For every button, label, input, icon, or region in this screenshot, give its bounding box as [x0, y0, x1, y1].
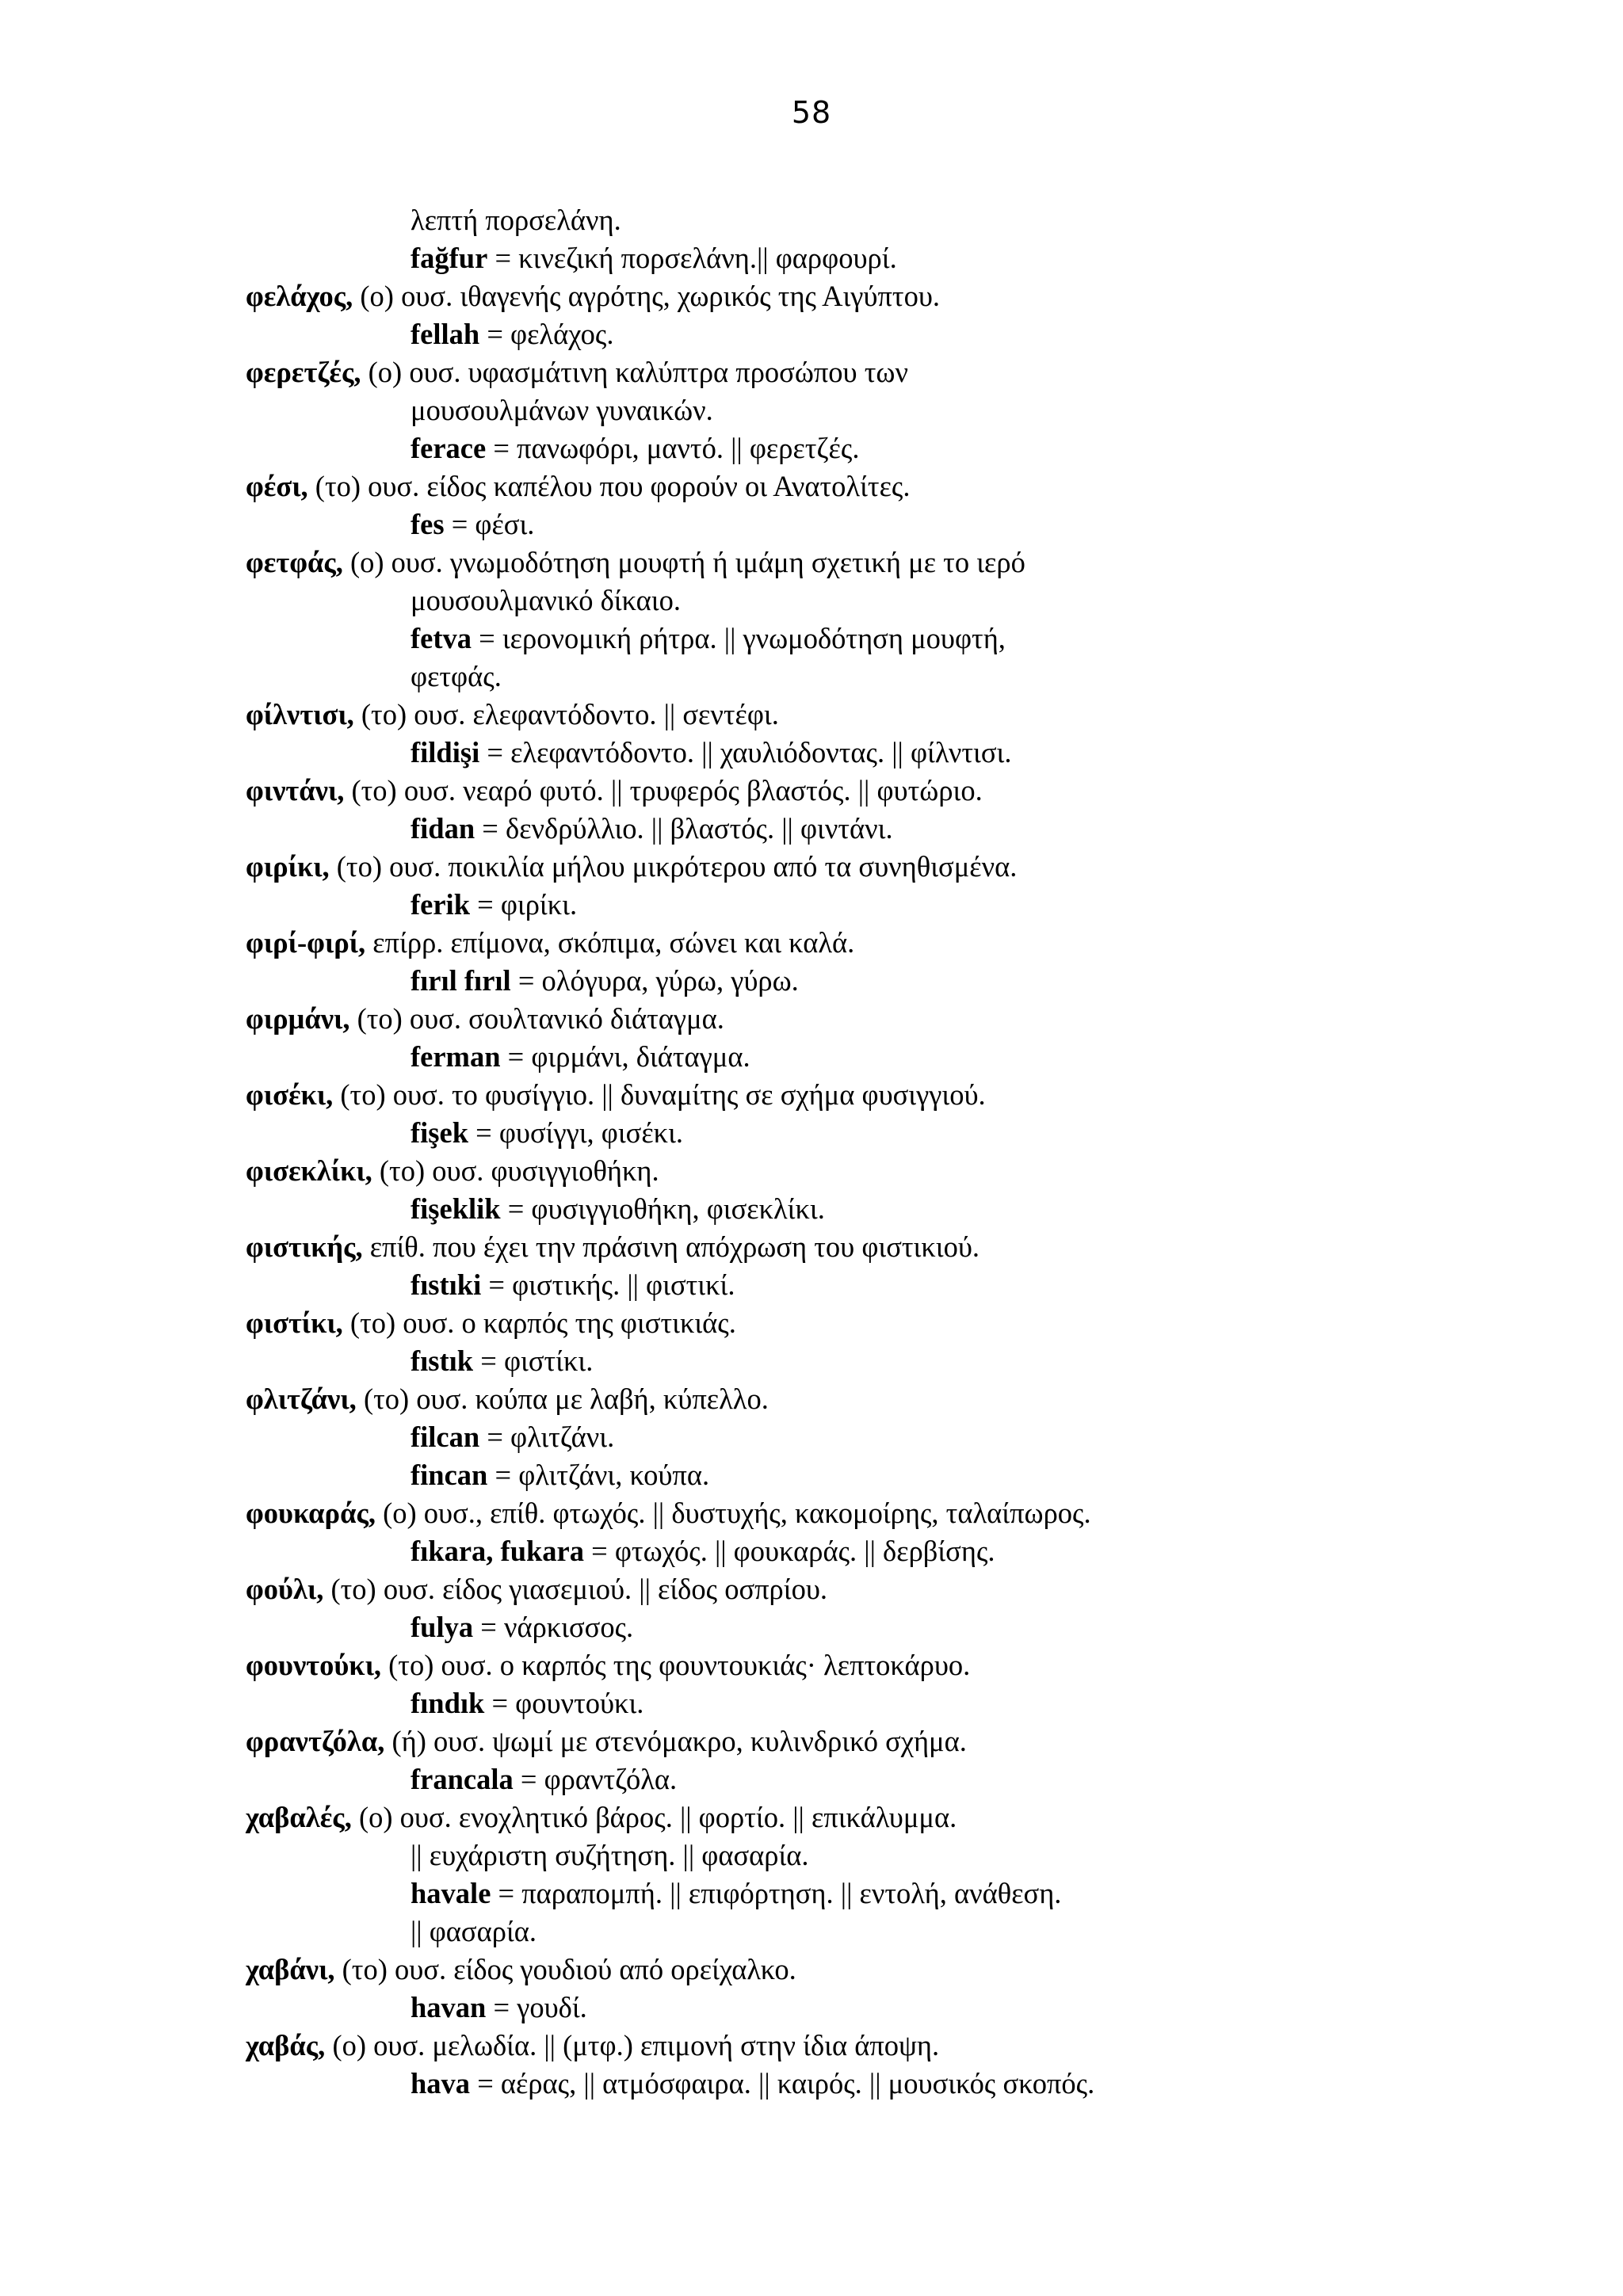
definition-text: (το) ουσ. το φυσίγγιο. || δυναμίτης σε σχήμα φυσιγγιού.: [333, 1078, 986, 1111]
entry-subline: [246, 1114, 1482, 1152]
source-term: fellah: [411, 318, 480, 350]
entry-headline: [246, 1304, 1482, 1342]
headword: φιρί-φιρί,: [246, 926, 366, 959]
entry-subline: [246, 1190, 1482, 1228]
entry-subline: [246, 505, 1482, 543]
definition-text: μουσουλμάνων γυναικών.: [411, 394, 713, 426]
headword: φέσι,: [246, 470, 308, 502]
entry-subline: [246, 620, 1482, 658]
definition-text: = φλιτζάνι.: [479, 1421, 615, 1453]
source-term: ferace: [411, 432, 487, 464]
definition-text: = ιερονομική ρήτρα. || γνωμοδότηση μουφτή,: [472, 622, 1006, 654]
entry-headline: [246, 1152, 1482, 1190]
definition-text: (το) ουσ. ο καρπός της φουντουκιάς· λεπτοκάρυο.: [381, 1649, 971, 1681]
headword: φελάχος,: [246, 280, 353, 312]
headword: φουκαράς,: [246, 1497, 376, 1529]
source-term: ferik: [411, 888, 470, 921]
entry-headline: [246, 1951, 1482, 1989]
definition-text: επίρρ. επίμονα, σκόπιμα, σώνει και καλά.: [365, 926, 855, 959]
headword: φερετζές,: [246, 356, 361, 388]
entry-headline: [246, 848, 1482, 886]
headword: φουντούκι,: [246, 1649, 382, 1681]
definition-text: = κινεζική πορσελάνη.|| φαρφουρί.: [487, 242, 897, 274]
source-term: hava: [411, 2067, 471, 2100]
dictionary-entries: [246, 201, 1482, 2103]
source-term: fincan: [411, 1459, 488, 1491]
headword: φιρμάνι,: [246, 1002, 350, 1035]
definition-text: = φλιτζάνι, κούπα.: [487, 1459, 710, 1491]
entry-subline: [246, 1532, 1482, 1570]
headword: φίλντισι,: [246, 698, 354, 730]
entry-subline: [246, 1913, 1482, 1951]
entry-subline: [246, 1456, 1482, 1494]
entry-headline: [246, 1722, 1482, 1760]
definition-text: (το) ουσ. ο καρπός της φιστικιάς.: [342, 1306, 736, 1339]
definition-text: = φραντζόλα.: [513, 1763, 678, 1795]
source-term: fıkara, fukara: [411, 1535, 584, 1567]
entry-subline: [246, 582, 1482, 620]
source-term: fındık: [411, 1687, 485, 1719]
definition-text: = αέρας, || ατμόσφαιρα. || καιρός. || μουσικός σκοπός.: [470, 2067, 1095, 2100]
entry-headline: [246, 1798, 1482, 1836]
source-term: havale: [411, 1877, 491, 1909]
entry-headline: [246, 1380, 1482, 1418]
definition-text: (ο) ουσ. ενοχλητικό βάρος. || φορτίο. || επικάλυμμα.: [351, 1801, 957, 1833]
source-term: fıstık: [411, 1344, 474, 1377]
entry-subline: [246, 429, 1482, 467]
entry-subline: [246, 239, 1482, 277]
definition-text: (το) ουσ. σουλτανικό διάταγμα.: [349, 1002, 724, 1035]
entry-subline: [246, 1038, 1482, 1076]
entry-headline: [246, 1228, 1482, 1266]
entry-headline: [246, 924, 1482, 962]
source-term: havan: [411, 1991, 487, 2023]
definition-text: = φυσίγγι, φισέκι.: [468, 1116, 684, 1149]
entry-headline: [246, 2027, 1482, 2065]
definition-text: (το) ουσ. ποικιλία μήλου μικρότερου από τα συνηθισμένα.: [329, 850, 1018, 883]
source-term: fetva: [411, 622, 472, 654]
entry-headline: [246, 1494, 1482, 1532]
definition-text: (το) ουσ. είδος καπέλου που φορούν οι Ανατολίτες.: [307, 470, 911, 502]
definition-text: = νάρκισσος.: [473, 1611, 634, 1643]
definition-text: = φιρίκι.: [470, 888, 578, 921]
definition-text: (ο) ουσ. υφασμάτινη καλύπτρα προσώπου των: [361, 356, 908, 388]
source-term: fağfur: [411, 242, 488, 274]
entry-subline: [246, 1875, 1482, 1913]
entry-subline: [246, 315, 1482, 353]
definition-text: = φτωχός. || φουκαράς. || δερβίσης.: [584, 1535, 995, 1567]
definition-text: (ο) ουσ. μελωδία. || (μτφ.) επιμονή στην ίδια άποψη.: [325, 2029, 940, 2061]
source-term: fulya: [411, 1611, 474, 1643]
headword: φιστικής,: [246, 1230, 363, 1263]
definition-text: = φουντούκι.: [484, 1687, 644, 1719]
definition-text: (το) ουσ. κούπα με λαβή, κύπελλο.: [356, 1383, 769, 1415]
headword: φιστίκι,: [246, 1306, 343, 1339]
headword: φισεκλίκι,: [246, 1154, 372, 1187]
entry-headline: [246, 467, 1482, 505]
definition-text: (το) ουσ. ελεφαντόδοντο. || σεντέφι.: [353, 698, 779, 730]
headword: φιντάνι,: [246, 774, 345, 807]
definition-text: = φελάχος.: [479, 318, 614, 350]
definition-text: = ελεφαντόδοντο. || χαυλιόδοντας. || φίλντισι.: [479, 736, 1012, 769]
definition-text: = πανωφόρι, μαντό. || φερετζές.: [486, 432, 860, 464]
source-term: fıstıki: [411, 1268, 482, 1301]
source-term: fişek: [411, 1116, 468, 1149]
headword: χαβάνι,: [246, 1953, 335, 1985]
source-term: ferman: [411, 1040, 501, 1073]
entry-subline: [246, 734, 1482, 772]
headword: χαβάς,: [246, 2029, 326, 2061]
definition-text: || ευχάριστη συζήτηση. || φασαρία.: [411, 1839, 809, 1871]
definition-text: = φιστικής. || φιστικί.: [481, 1268, 735, 1301]
entry-subline: [246, 1608, 1482, 1646]
entry-headline: [246, 1000, 1482, 1038]
source-term: francala: [411, 1763, 514, 1795]
definition-text: (ο) ουσ. ιθαγενής αγρότης, χωρικός της Αιγύπτου.: [353, 280, 941, 312]
definition-text: || φασαρία.: [411, 1915, 537, 1947]
source-term: fildişi: [411, 736, 480, 769]
headword: χαβαλές,: [246, 1801, 352, 1833]
source-term: fişeklik: [411, 1192, 501, 1225]
definition-text: (το) ουσ. νεαρό φυτό. || τρυφερός βλαστός. || φυτώριο.: [344, 774, 983, 807]
entry-subline: [246, 810, 1482, 848]
headword: φούλι,: [246, 1573, 324, 1605]
source-term: fes: [411, 508, 445, 540]
entry-subline: [246, 2065, 1482, 2103]
definition-text: = γουδί.: [486, 1991, 587, 2023]
source-term: filcan: [411, 1421, 480, 1453]
entry-headline: [246, 1646, 1482, 1684]
definition-text: (το) ουσ. είδος γιασεμιού. || είδος οσπρίου.: [323, 1573, 828, 1605]
definition-text: λεπτή πορσελάνη.: [411, 204, 621, 236]
entry-subline: [246, 962, 1482, 1000]
definition-text: (το) ουσ. είδος γουδιού από ορείχαλκο.: [334, 1953, 796, 1985]
entry-headline: [246, 772, 1482, 810]
entry-subline: [246, 391, 1482, 429]
entry-subline: [246, 658, 1482, 696]
entry-headline: [246, 353, 1482, 391]
definition-text: = φέσι.: [444, 508, 535, 540]
entry-headline: [246, 277, 1482, 315]
headword: φιρίκι,: [246, 850, 330, 883]
entry-subline: [246, 1418, 1482, 1456]
entry-subline: [246, 1760, 1482, 1798]
definition-text: (ο) ουσ., επίθ. φτωχός. || δυστυχής, κακομοίρης, ταλαίπωρος.: [375, 1497, 1091, 1529]
definition-text: = δενδρύλλιο. || βλαστός. || φιντάνι.: [475, 812, 893, 845]
definition-text: = ολόγυρα, γύρω, γύρω.: [510, 964, 799, 997]
entry-subline: [246, 1989, 1482, 2027]
entry-headline: [246, 543, 1482, 582]
headword: φλιτζάνι,: [246, 1383, 357, 1415]
entry-subline: [246, 886, 1482, 924]
headword: φισέκι,: [246, 1078, 334, 1111]
definition-text: επίθ. που έχει την πράσινη απόχρωση του φιστικιού.: [362, 1230, 980, 1263]
entry-headline: [246, 696, 1482, 734]
entry-subline: [246, 1266, 1482, 1304]
definition-text: μουσουλμανικό δίκαιο.: [411, 584, 681, 616]
definition-text: (ή) ουσ. ψωμί με στενόμακρο, κυλινδρικό σχήμα.: [384, 1725, 967, 1757]
source-term: fidan: [411, 812, 475, 845]
entry-headline: [246, 1570, 1482, 1608]
definition-text: φετφάς.: [411, 660, 502, 692]
definition-text: = παραπομπή. || επιφόρτηση. || εντολή, ανάθεση.: [491, 1877, 1062, 1909]
entry-subline: [246, 1684, 1482, 1722]
headword: φετφάς,: [246, 546, 343, 578]
definition-text: = φιστίκι.: [473, 1344, 594, 1377]
definition-text: (το) ουσ. φυσιγγιοθήκη.: [372, 1154, 659, 1187]
entry-subline: [246, 1836, 1482, 1875]
entry-subline: [246, 201, 1482, 239]
page-number: 58: [791, 95, 832, 130]
definition-text: = φιρμάνι, διάταγμα.: [500, 1040, 750, 1073]
entry-subline: [246, 1342, 1482, 1380]
headword: φραντζόλα,: [246, 1725, 385, 1757]
source-term: fırıl fırıl: [411, 964, 511, 997]
entry-headline: [246, 1076, 1482, 1114]
definition-text: = φυσιγγιοθήκη, φισεκλίκι.: [500, 1192, 825, 1225]
definition-text: (ο) ουσ. γνωμοδότηση μουφτή ή ιμάμη σχετική με το ιερό: [342, 546, 1025, 578]
